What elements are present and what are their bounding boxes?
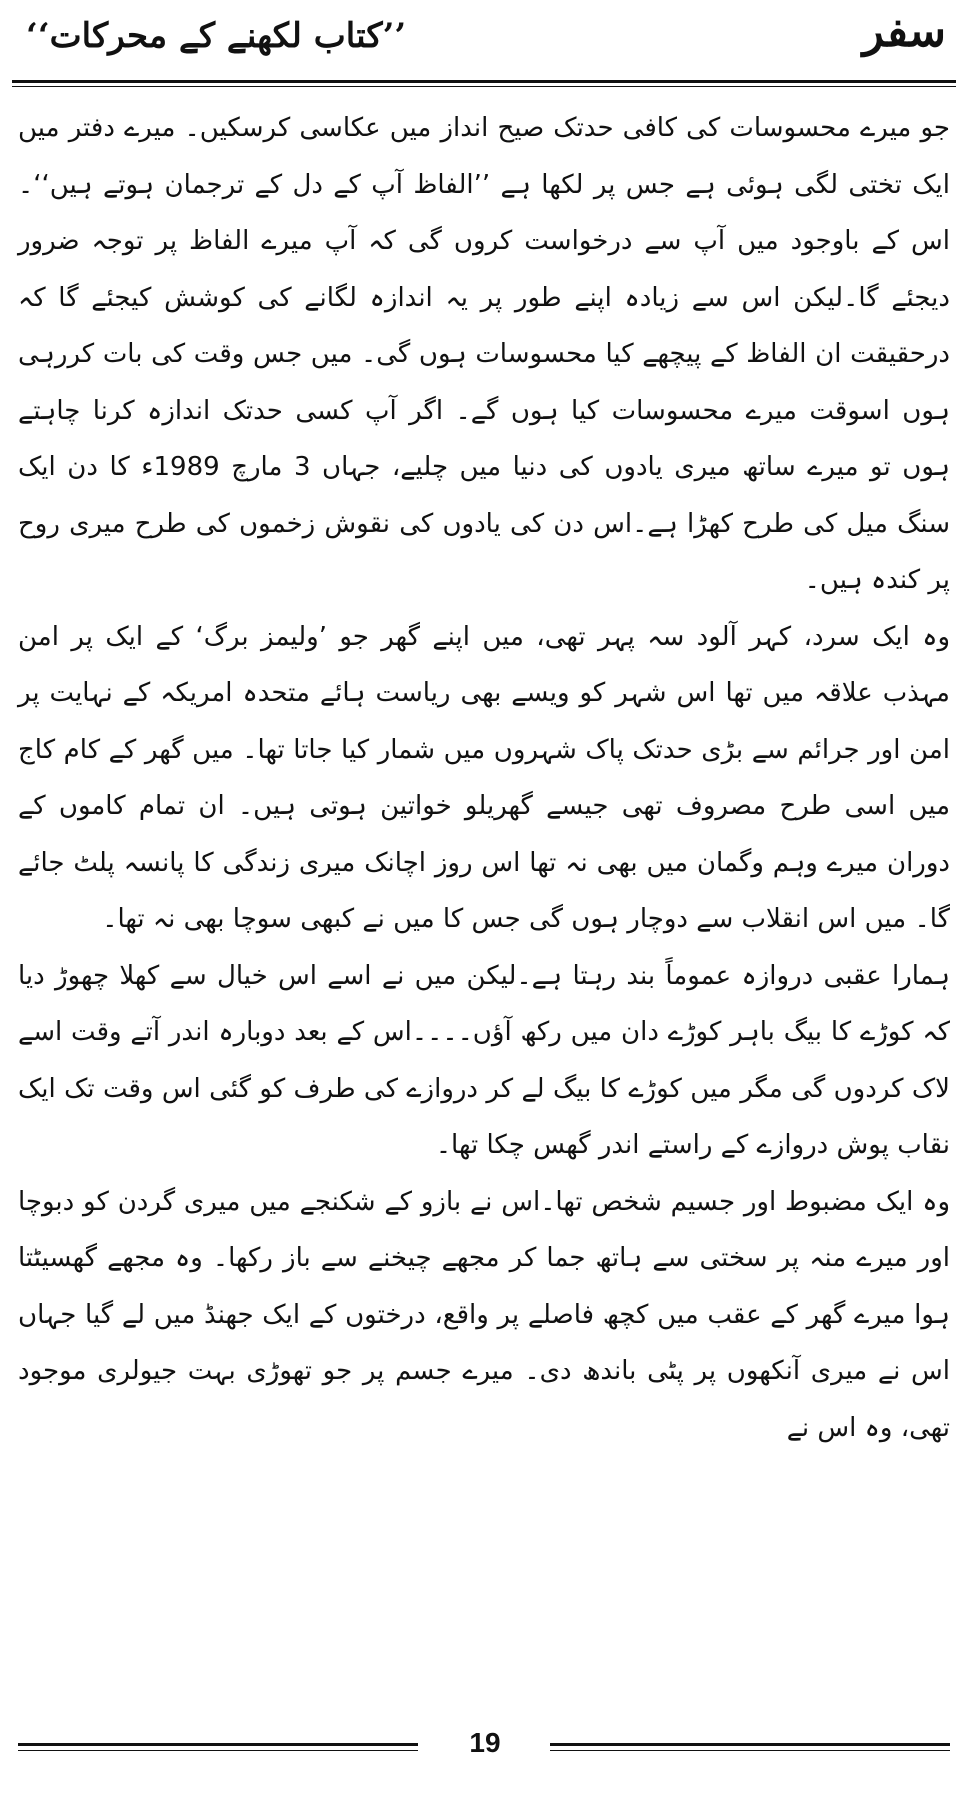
- paragraph: ہمارا عقبی دروازہ عموماً بند رہتا ہے۔لیکن میں نے اسے اس خیال سے کھلا چھوڑ دیا کہ کوڑے کا بیگ باہر کوڑے دان میں رکھ آؤں۔۔۔۔اس کے بعد دوبارہ اندر آتے وقت اسے لاک کردوں گی مگر میں کوڑے کا بیگ لے کر دروازے کی طرف کو گئی اس وقت تک ایک نقاب پوش دروازے کے راستے اندر گھس چکا تھا۔: [18, 960, 950, 1160]
- footer-rule-right-thin: [550, 1750, 950, 1751]
- footer-rule-left-thin: [18, 1750, 418, 1751]
- footer-rule-right: [550, 1743, 950, 1746]
- paragraph: وہ ایک مضبوط اور جسیم شخص تھا۔اس نے بازو کے شکنجے میں میری گردن کو دبوچا اور میرے منہ پر سختی سے ہاتھ جما کر مجھے چیخنے سے باز رکھا۔ وہ مجھے گھسیٹتا ہوا میرے گھر کے عقب میں کچھ فاصلے پر واقع، درختوں کے ایک جھنڈ میں لے گیا جہاں اس نے میری آنکھوں پر پٹی باندھ دی۔ میرے جسم پر جو تھوڑی بہت جیولری موجود تھی، وہ اس نے: [18, 1186, 950, 1443]
- page-header: [0, 0, 968, 90]
- body-text: [18, 100, 950, 1456]
- paragraph: جو میرے محسوسات کی کافی حدتک صیح انداز میں عکاسی کرسکیں۔ میرے دفتر میں ایک تختی لگی ہوئی ہے جس پر لکھا ہے ’’الفاظ آپ کے دل کے ترجمان ہوتے ہیں‘‘۔اس کے باوجود میں آپ سے درخواست کروں گی کہ آپ میرے الفاظ پر توجہ ضرور دیجئے گا۔لیکن اس سے زیادہ اپنے طور پر یہ اندازہ لگانے کی کوشش کیجئے گا کہ درحقیقت ان الفاظ کے پیچھے کیا محسوسات ہوں گی۔ میں جس وقت کی بات کررہی ہوں اسوقت میرے محسوسات کیا ہوں گے۔ اگر آپ کسی حدتک اندازہ کرنا چاہتے ہوں تو میرے ساتھ میری یادوں کی دنیا میں چلیے، جہاں 3 مارچ 1989ء کا دن ایک سنگ میل کی طرح کھڑا ہے۔اس دن کی یادوں کی نقوش زخموں کی طرح میری روح پر کندہ ہیں۔: [18, 113, 950, 595]
- chapter-title: ’’کتاب لکھنے کے محرکات‘‘: [26, 16, 407, 56]
- paragraph: وہ ایک سرد، کہر آلود سہ پہر تھی، میں اپنے گھر جو ’ولیمز برگ‘ کے ایک پر امن مہذب علاقہ میں تھا اس شہر کو ویسے بھی ریاست ہائے متحدہ امریکہ کے نہایت پر امن اور جرائم سے بڑی حدتک پاک شہروں میں شمار کیا جاتا تھا۔ میں گھر کے کام کاج میں اسی طرح مصروف تھی جیسے گھریلو خواتین ہوتی ہیں۔ ان تمام کاموں کے دوران میرے وہم وگمان میں بھی نہ تھا اس روز اچانک میری زندگی کا پانسہ پلٹ جائے گا۔ میں اس انقلاب سے دوچار ہوں گی جس کا میں نے کبھی سوچا بھی نہ تھا۔: [18, 621, 950, 934]
- footer-rule-left: [18, 1743, 418, 1746]
- page-number: 19: [469, 1727, 501, 1758]
- header-rule: [12, 80, 956, 83]
- page-footer: [0, 1725, 968, 1797]
- book-title: سفر: [862, 6, 946, 57]
- header-rule-thin: [12, 86, 956, 87]
